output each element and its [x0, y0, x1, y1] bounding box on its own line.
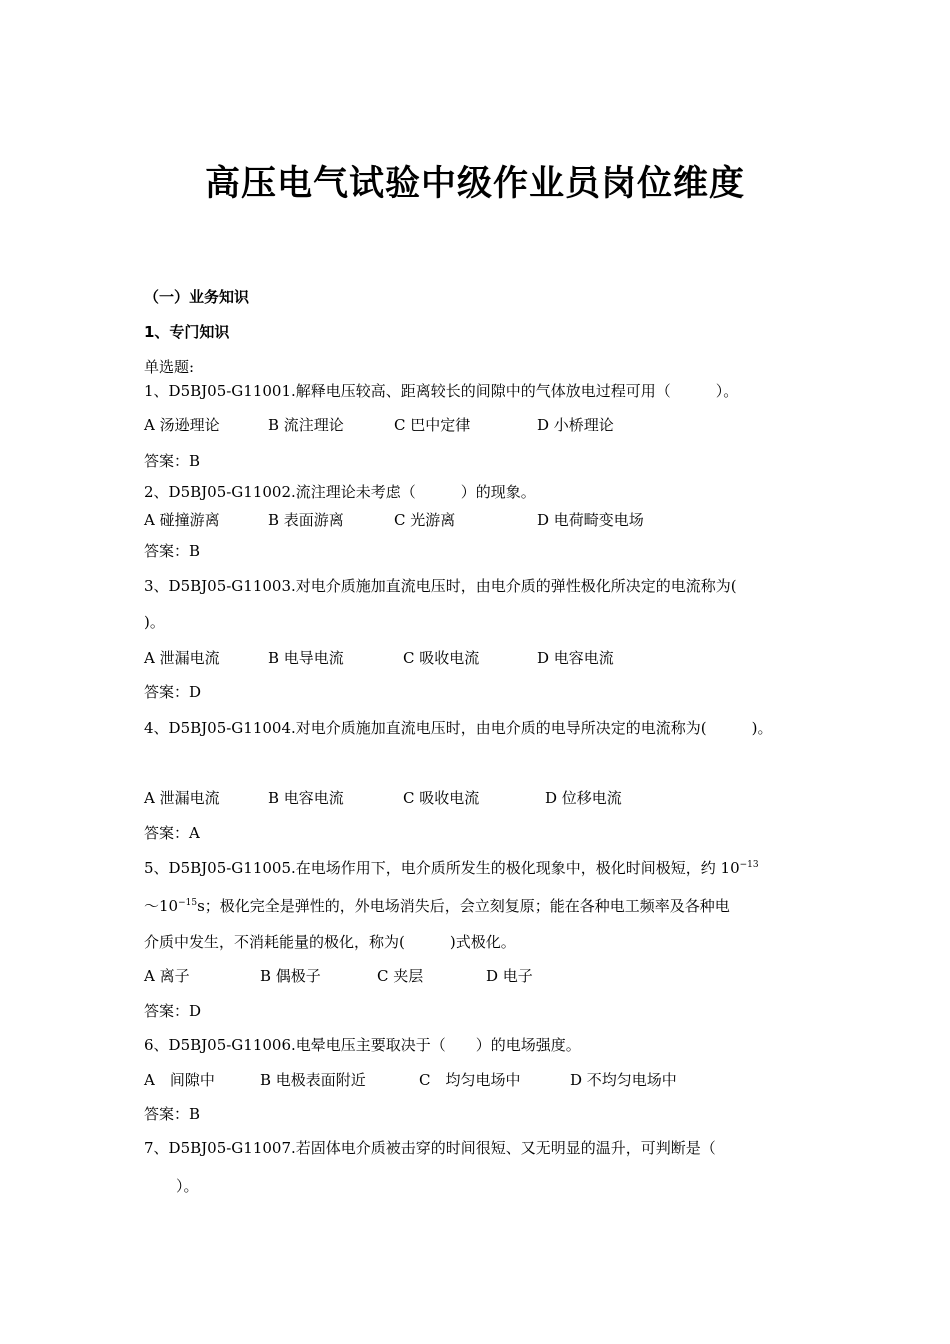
question-5-answer: 答案：D — [144, 1002, 202, 1020]
question-5-stem-line-1 — [144, 858, 759, 878]
question-5-option-c: C 夹层 — [377, 967, 424, 985]
question-2-option-b: B 表面游离 — [268, 511, 344, 529]
question-5-exponent-2: −15 — [178, 898, 198, 908]
question-2-answer: 答案：B — [144, 542, 201, 560]
question-1-stem: 1、D5BJ05-G11001.解释电压较高、距离较长的间隙中的气体放电过程可用（ ）。 — [144, 382, 739, 400]
question-4-option-d: D 位移电流 — [545, 789, 622, 807]
question-6-option-d: D 不均匀电场中 — [570, 1071, 677, 1089]
question-type-label: 单选题: — [144, 358, 195, 376]
question-6-option-a: A 间隙中 — [144, 1071, 215, 1089]
question-4-stem: 4、D5BJ05-G11004.对电介质施加直流电压时，由电介质的电导所决定的电流称为( )。 — [144, 719, 773, 737]
question-2-option-c: C 光游离 — [394, 511, 456, 529]
subsection-heading: 1、专门知识 — [144, 323, 230, 341]
question-3-option-a: A 泄漏电流 — [144, 649, 220, 667]
question-4-option-c: C 吸收电流 — [403, 789, 480, 807]
document-title: 高压电气试验中级作业员岗位维度 — [204, 164, 745, 204]
question-7-stem-line-1: 7、D5BJ05-G11007.若固体电介质被击穿的时间很短、又无明显的温升，可判断是（ — [144, 1139, 716, 1157]
question-5-exponent-1: −13 — [739, 860, 759, 870]
question-1-option-a: A 汤逊理论 — [144, 416, 220, 434]
question-3-option-d: D 电容电流 — [537, 649, 614, 667]
question-6-option-c: C 均匀电场中 — [419, 1071, 521, 1089]
question-5-stem-line-3: 介质中发生，不消耗能量的极化，称为( )式极化。 — [144, 933, 516, 951]
question-5-option-d: D 电子 — [486, 967, 533, 985]
question-5-option-a: A 离子 — [144, 967, 190, 985]
question-6-answer: 答案：B — [144, 1105, 201, 1123]
question-1-option-c: C 巴中定律 — [394, 416, 471, 434]
question-3-stem-line-2: )。 — [144, 613, 165, 631]
question-4-option-a: A 泄漏电流 — [144, 789, 220, 807]
question-6-stem: 6、D5BJ05-G11006.电晕电压主要取决于（ ）的电场强度。 — [144, 1036, 581, 1054]
question-2-option-d: D 电荷畸变电场 — [537, 511, 644, 529]
question-4-option-b: B 电容电流 — [268, 789, 344, 807]
question-3-option-b: B 电导电流 — [268, 649, 344, 667]
question-5-stem-text-1: 5、D5BJ05-G11005.在电场作用下，电介质所发生的极化现象中，极化时间极短，约 10 — [144, 859, 740, 877]
question-3-answer: 答案：D — [144, 683, 202, 701]
question-5-stem-text-2b: s；极化完全是弹性的，外电场消失后，会立刻复原；能在各种电工频率及各种电 — [197, 897, 730, 915]
question-1-option-d: D 小桥理论 — [537, 416, 614, 434]
question-2-stem: 2、D5BJ05-G11002.流注理论未考虑（ ）的现象。 — [144, 483, 536, 501]
question-7-stem-line-2: ）。 — [176, 1177, 199, 1195]
question-3-stem-line-1: 3、D5BJ05-G11003.对电介质施加直流电压时，由电介质的弹性极化所决定的电流称为( — [144, 577, 737, 595]
question-5-option-b: B 偶极子 — [260, 967, 321, 985]
question-3-option-c: C 吸收电流 — [403, 649, 480, 667]
question-5-stem-text-2a: ～10 — [144, 897, 179, 915]
question-6-option-b: B 电极表面附近 — [260, 1071, 366, 1089]
question-5-stem-line-2 — [144, 896, 730, 916]
section-heading: （一）业务知识 — [144, 288, 250, 306]
question-1-answer: 答案：B — [144, 452, 201, 470]
question-1-option-b: B 流注理论 — [268, 416, 344, 434]
question-2-option-a: A 碰撞游离 — [144, 511, 220, 529]
question-4-answer: 答案：A — [144, 824, 200, 842]
